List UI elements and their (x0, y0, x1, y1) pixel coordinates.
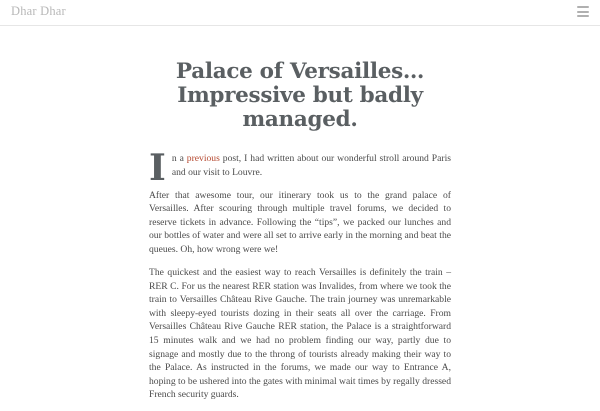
hamburger-menu-icon[interactable] (577, 6, 589, 17)
paragraph-1-before: n a (171, 153, 187, 164)
site-title[interactable]: Dhar Dhar (11, 4, 66, 18)
article (149, 60, 451, 411)
paragraph-3: The quickest and the easiest way to reach Versailles is definitely the train – RER C. For us the nearest RER station was Invalides, from where we took the train to Versailles Château Rive Gauche. The train journey was unremarkable with sleepy-eyed tourists dozing in their seats all over the carriage. From Versailles Château Rive Gauche RER station, the Palace is a straightforward 15 minutes walk and we had no problem finding our way, partly due to signage and mostly due to the throng of tourists already making their way to the Palace. As instructed in the forums, we made our way to Entrance A, hoping to be ushered into the gates with minimal wait times by regally dressed French security guards. (149, 266, 451, 401)
previous-post-link[interactable]: previous (186, 153, 220, 164)
top-bar (0, 0, 600, 26)
paragraph-1 (149, 147, 451, 189)
menu-line (577, 15, 589, 17)
drop-cap: I (149, 147, 166, 189)
paragraph-1-after: post, I had written about our wonderful stroll around Paris and our visit to Louvre. (171, 153, 451, 178)
menu-line (577, 6, 589, 8)
paragraph-2: After that awesome tour, our itinerary took us to the grand palace of Versailles. After scouring through multiple travel forums, we decided to reserve tickets in advance. Following the “tips”, we packed our lunches and our bottles of water and were all set to arrive early in the morning and beat the queues. Oh, how wrong were we! (149, 189, 451, 255)
post-body (149, 147, 451, 402)
menu-line (577, 11, 589, 13)
post-title: Palace of Versailles… Impressive but badly managed. (175, 59, 425, 132)
